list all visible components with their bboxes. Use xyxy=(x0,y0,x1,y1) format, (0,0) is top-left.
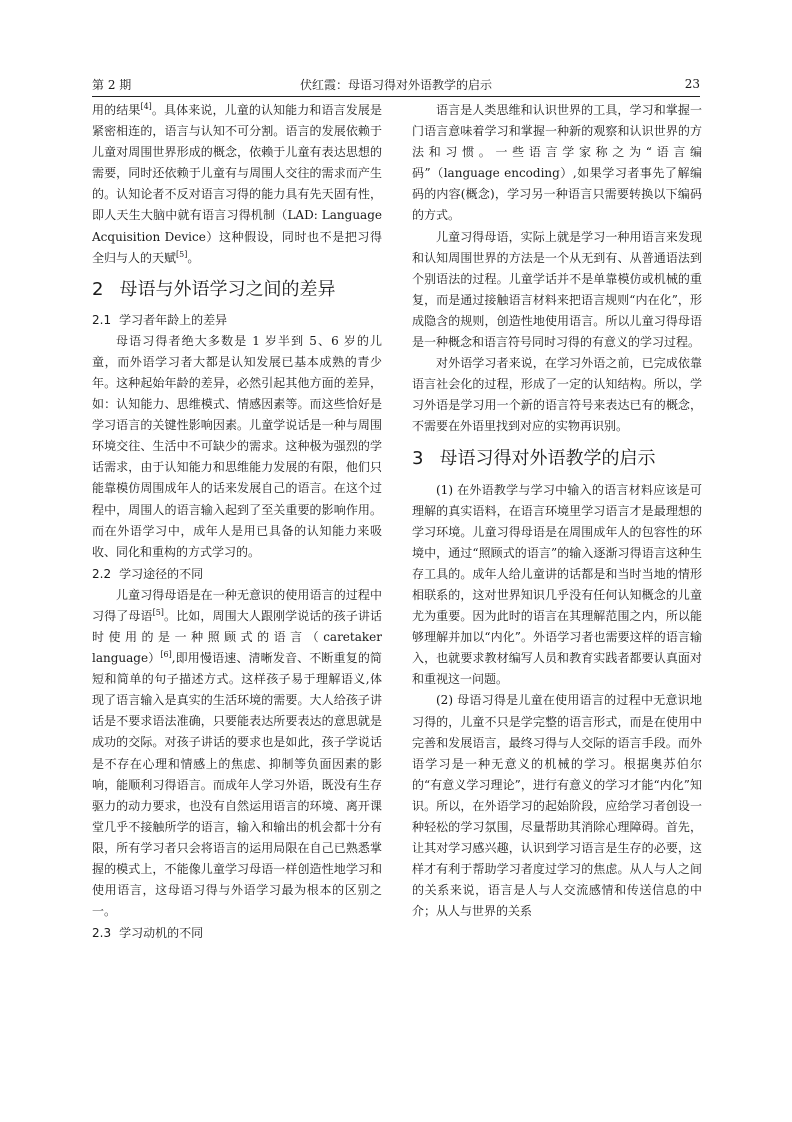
running-header xyxy=(92,72,700,97)
paragraph: 母语习得者绝大多数是 1 岁半到 5、6 岁的儿童，而外语学习者大都是认知发展已基本成熟的青少年。这种起始年龄的差异，必然引起其他方面的差异，如：认知能力、思维模式、情感因素等。而这些恰好是学习语言的关键性影响因素。儿童学说话是一种与周围环境交往、生活中不可缺少的需求。这种极为强烈的学话需求，由于认知能力和思维能力发展的有限，他们只能靠模仿周围成年人的话来发展自己的语言。在这个过程中，周围人的语言输入起到了至关重要的影响作用。而在外语学习中，成年人是用已具备的认知能力来吸收、同化和重构的方式学习的。 xyxy=(92,333,382,559)
paragraph: 儿童习得母语是在一种无意识的使用语言的过程中习得了母语[5]。比如，周围大人跟刚学说话的孩子讲话时使用的是一种照顾式的语言（caretaker language）[6],即用慢语速、清晰发音、不断重复的简短和简单的句子描述方式。这样孩子易于理解语义,体现了语言输入是真实的生活环境的需要。大人给孩子讲话是不要求语法准确，只要能表达所要表达的意思就是成功的交际。对孩子讲话的要求也是如此，孩子学说话是不存在心理和情感上的焦虑、抑制等负面因素的影响，能顺利习得语言。而成年人学习外语，既没有生存驱力的动力要求，也没有自然运用语言的环境、离开课堂几乎不接触所学的语言，输入和输出的机会都十分有限，所有学习者只会将语言的运用局限在自己已熟悉掌握的模式上，不能像儿童学习母语一样创造性地学习和使用语言，这母语习得与外语学习最为根本的区别之一。 xyxy=(92,587,382,919)
paragraph: (1) 在外语教学与学习中输入的语言材料应该是可理解的真实语料，在语言环境里学习语言才是最理想的学习环境。儿童习得母语是在周围成年人的包容性的环境中，通过“照顾式的语言”的输入逐渐习得语言这种生存工具的。成年人给儿童讲的话都是和当时当地的情形相联系的，这对世界知识几乎没有任何认知概念的儿童尤为重要。因为此时的语言在其理解范围之内，所以能够理解并加以“内化”。外语学习者也需要这样的语言输入，也就要求教材编写人员和教育实践者都要认真面对和重视这一问题。 xyxy=(412,482,702,687)
paragraph: 儿童习得母语，实际上就是学习一种用语言来发现和认知周围世界的方法是一个从无到有、从普通语法到个别语法的过程。儿童学话并不是单靠模仿或机械的重复，而是通过接触语言材料来把语言规则“内在化”，形成隐含的规则，创造性地使用语言。所以儿童习得母语是一种概念和语言符号同时习得的有意义的学习过程。 xyxy=(412,229,702,350)
issue-number: 第 2 期 xyxy=(92,77,132,92)
subsection-heading: 2.2 学习途径的不同 xyxy=(92,566,204,581)
paragraph: 对外语学习者来说，在学习外语之前，已完成依靠语言社会化的过程，形成了一定的认知结构。所以，学习外语是学习用一个新的语言符号来表达已有的概念，不需要在外语里找到对应的实物再识别。 xyxy=(412,356,702,434)
paragraph: (2) 母语习得是儿童在使用语言的过程中无意识地习得的，儿童不只是学完整的语言形式，而是在使用中完善和发展语言，最终习得与人交际的语言手段。而外语学习是一种无意义的机械的学习。根据奥苏伯尔的“有意义学习理论”，进行有意义的学习才能“内化”知识。所以，在外语学习的起始阶段，应给学习者创设一种轻松的学习氛围，尽量帮助其消除心理障碍。首先，让其对学习感兴趣，认识到学习语言是生存的必要，这样才有利于帮助学习者度过学习的焦虑。从人与人之间的关系来说，语言是人与人交流感情和传送信息的中介；从人与世界的关系 xyxy=(412,693,702,919)
running-title: 伏红霞：母语习得对外语教学的启示 xyxy=(299,77,492,92)
subsection-heading: 2.1 学习者年龄上的差异 xyxy=(92,312,228,327)
right-column xyxy=(412,100,702,922)
citation: [5] xyxy=(152,607,164,617)
paragraph: 用的结果[4]。具体来说，儿童的认知能力和语言发展是紧密相连的，语言与认知不可分割。语言的发展依赖于儿童对周围世界形成的概念，依赖于儿童有表达思想的需要，同时还依赖于儿童有与周围人交往的需求而产生的。认知论者不反对语言习得的能力具有先天固有性，即人天生大脑中就有语言习得机制（LAD: Language Acquisition Device）这种假设，同时也不是把习得全归与人的天赋[5]。 xyxy=(92,102,382,265)
citation: [4] xyxy=(140,102,152,111)
citation: [5] xyxy=(176,249,188,259)
page-number: 23 xyxy=(684,77,700,91)
left-column xyxy=(92,100,382,944)
section-heading: 2 母语与外语学习之间的差异 xyxy=(92,278,336,300)
subsection-heading: 2.3 学习动机的不同 xyxy=(92,926,204,941)
section-heading: 3 母语习得对外语教学的启示 xyxy=(412,447,656,469)
paragraph: 语言是人类思维和认识世界的工具，学习和掌握一门语言意味着学习和掌握一种新的观察和认识世界的方法和习惯。一些语言学家称之为“语言编码”（language encoding）,如果学习者事先了解编码的内容(概念)，学习另一种语言只需要转换以下编码的方式。 xyxy=(412,103,702,223)
citation: [6] xyxy=(160,650,172,660)
